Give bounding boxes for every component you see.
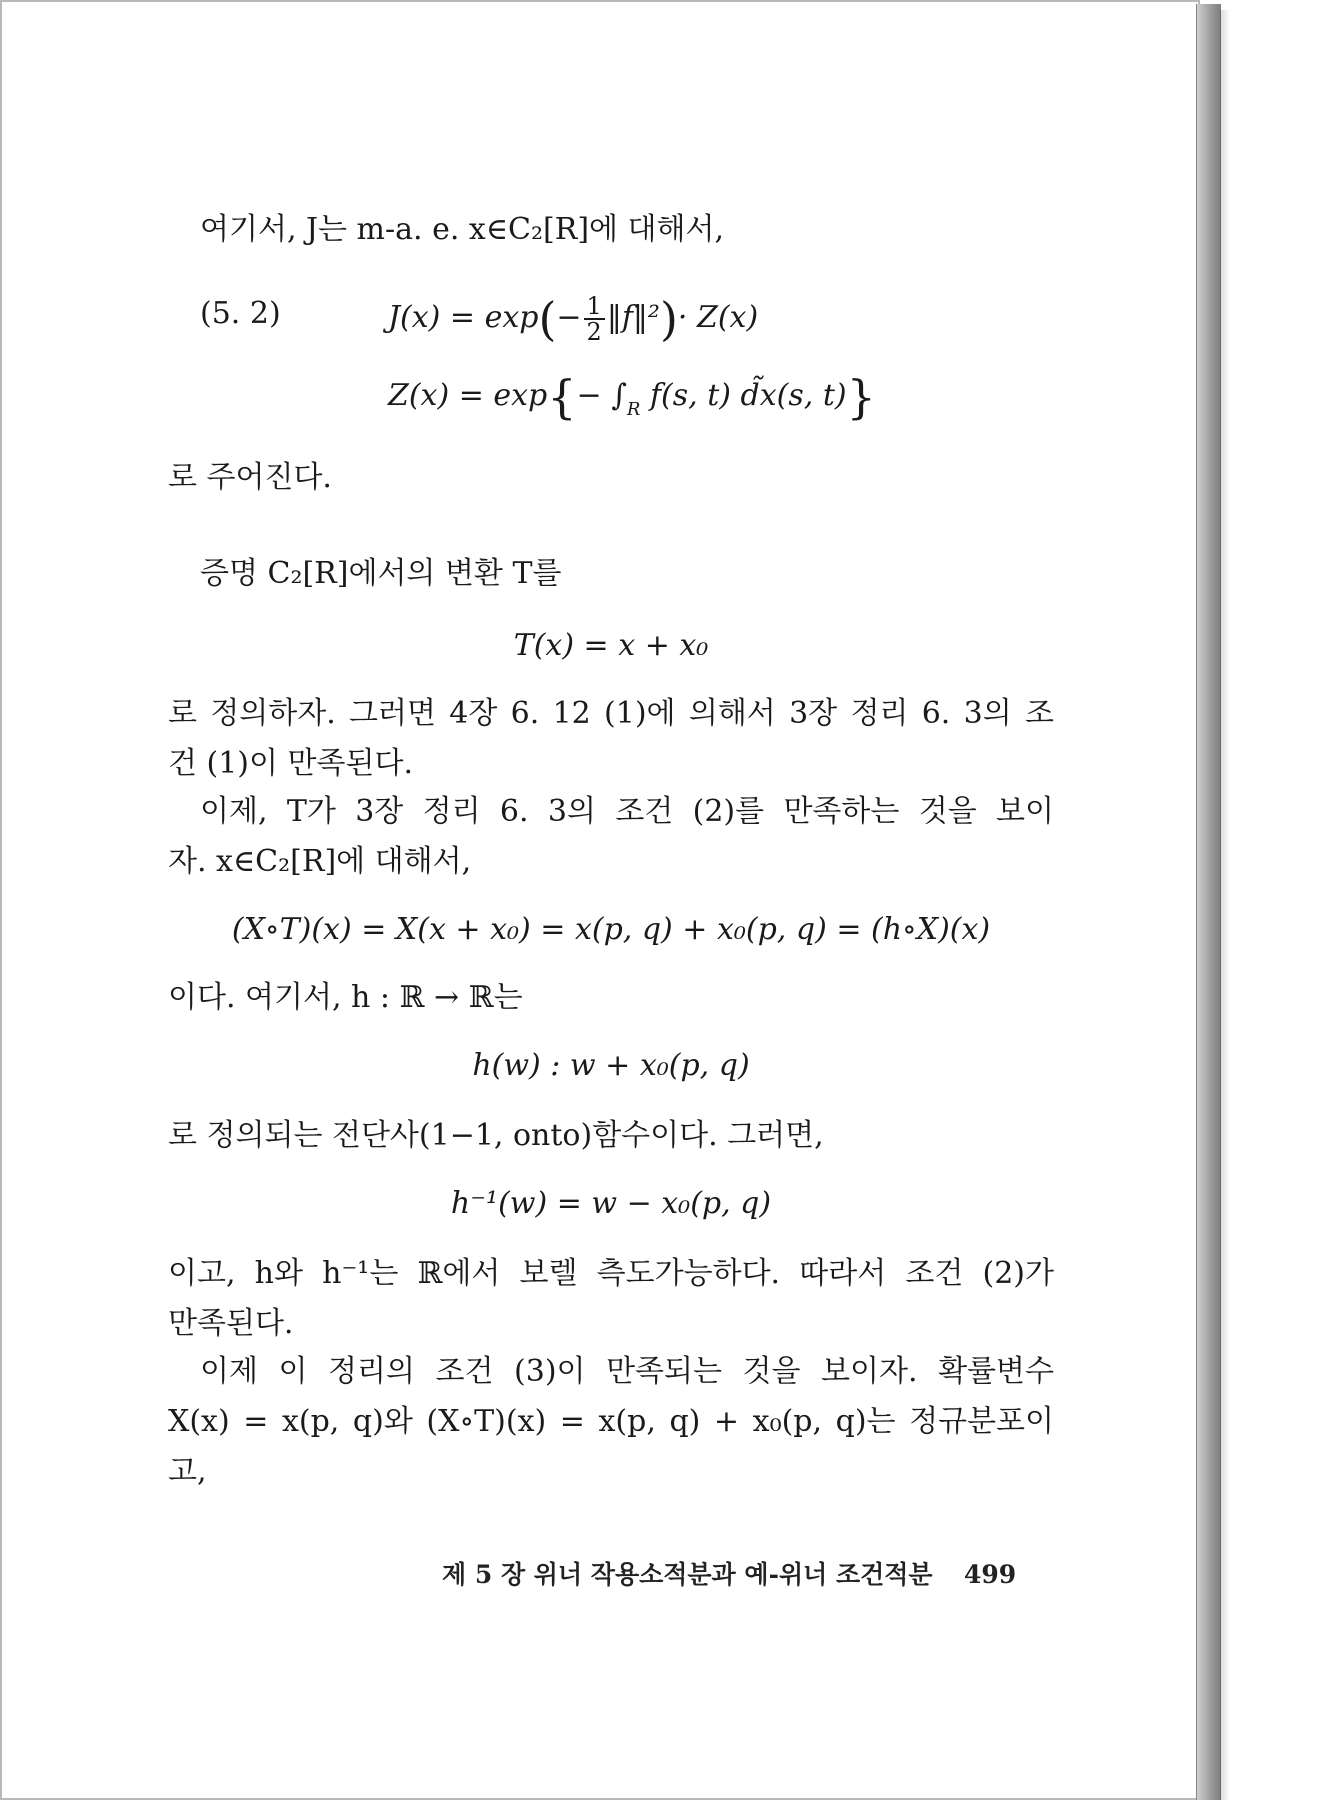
eq-a-frac-den: 2 [586, 318, 602, 346]
equation-5-2-b [388, 370, 876, 430]
eq-b-close-brace: } [846, 370, 876, 424]
text-line-proof: 증명 C₂[R]에서의 변환 T를 [200, 556, 562, 591]
text-line-11: 만족된다. [168, 1306, 294, 1341]
eq-a-minus: − [556, 300, 582, 335]
eq-b-open-brace: { [547, 370, 577, 424]
eq-b-integral-sub: R [626, 399, 641, 420]
text-line-8: 이다. 여기서, h : ℝ → ℝ는 [168, 980, 523, 1015]
footer-chapter-title: 제 5 장 위너 작용소적분과 예-위너 조건적분 [442, 1560, 933, 1589]
text-line-12: 이제 이 정리의 조건 (3)이 만족되는 것을 보이자. 확률변수 [200, 1354, 1054, 1389]
text-line-5: 건 (1)이 만족된다. [168, 746, 413, 781]
equation-5-2-a [388, 294, 758, 344]
text-line-6: 이제, T가 3장 정리 6. 3의 조건 (2)를 만족하는 것을 보이 [200, 794, 1054, 829]
eq-a-tail: · Z(x) [677, 300, 759, 335]
eq-a-norm: ‖f‖² [606, 300, 660, 335]
eq-a-frac-num: 1 [584, 294, 605, 320]
running-footer [442, 1557, 1016, 1593]
text-line-14: 고, [168, 1454, 207, 1489]
equation-h-inverse: h⁻¹(w) = w − x₀(p, q) [450, 1186, 772, 1221]
equation-number-5-2: (5. 2) [200, 296, 281, 331]
page-stack-edge [1196, 4, 1221, 1800]
equation-T: T(x) = x + x₀ [513, 628, 709, 663]
text-line-7: 자. x∈C₂[R]에 대해서, [168, 844, 472, 879]
eq-a-close-paren: ) [659, 292, 678, 346]
text-line-2: 로 주어진다. [168, 460, 332, 495]
text-line-1: 여기서, J는 m-a. e. x∈C₂[R]에 대해서, [200, 212, 725, 247]
eq-a-open-paren: ( [538, 292, 557, 346]
eq-b-integral: − ∫ [576, 378, 627, 413]
equation-XT: (X∘T)(x) = X(x + x₀) = x(p, q) + x₀(p, q) = (h∘X)(x) [231, 912, 991, 947]
eq-b-lhs: Z(x) = exp [388, 378, 548, 413]
text-line-10: 이고, h와 h⁻¹는 ℝ에서 보렐 측도가능하다. 따라서 조건 (2)가 [168, 1256, 1054, 1291]
eq-a-fraction [584, 294, 605, 344]
text-line-13: X(x) = x(p, q)와 (X∘T)(x) = x(p, q) + x₀(p, q)는 정규분포이 [168, 1404, 1054, 1439]
equation-h: h(w) : w + x₀(p, q) [472, 1048, 750, 1083]
page-number: 499 [963, 1560, 1017, 1589]
text-line-4: 로 정의하자. 그러면 4장 6. 12 (1)에 의해서 3장 정리 6. 3의 조 [168, 696, 1054, 731]
text-line-9: 로 정의되는 전단사(1−1, onto)함수이다. 그러면, [168, 1118, 824, 1153]
eq-b-integrand: f(s, t) d̃x(s, t) [640, 378, 847, 413]
eq-a-lhs: J(x) = exp [388, 300, 539, 335]
page-shadow [1220, 10, 1230, 1800]
